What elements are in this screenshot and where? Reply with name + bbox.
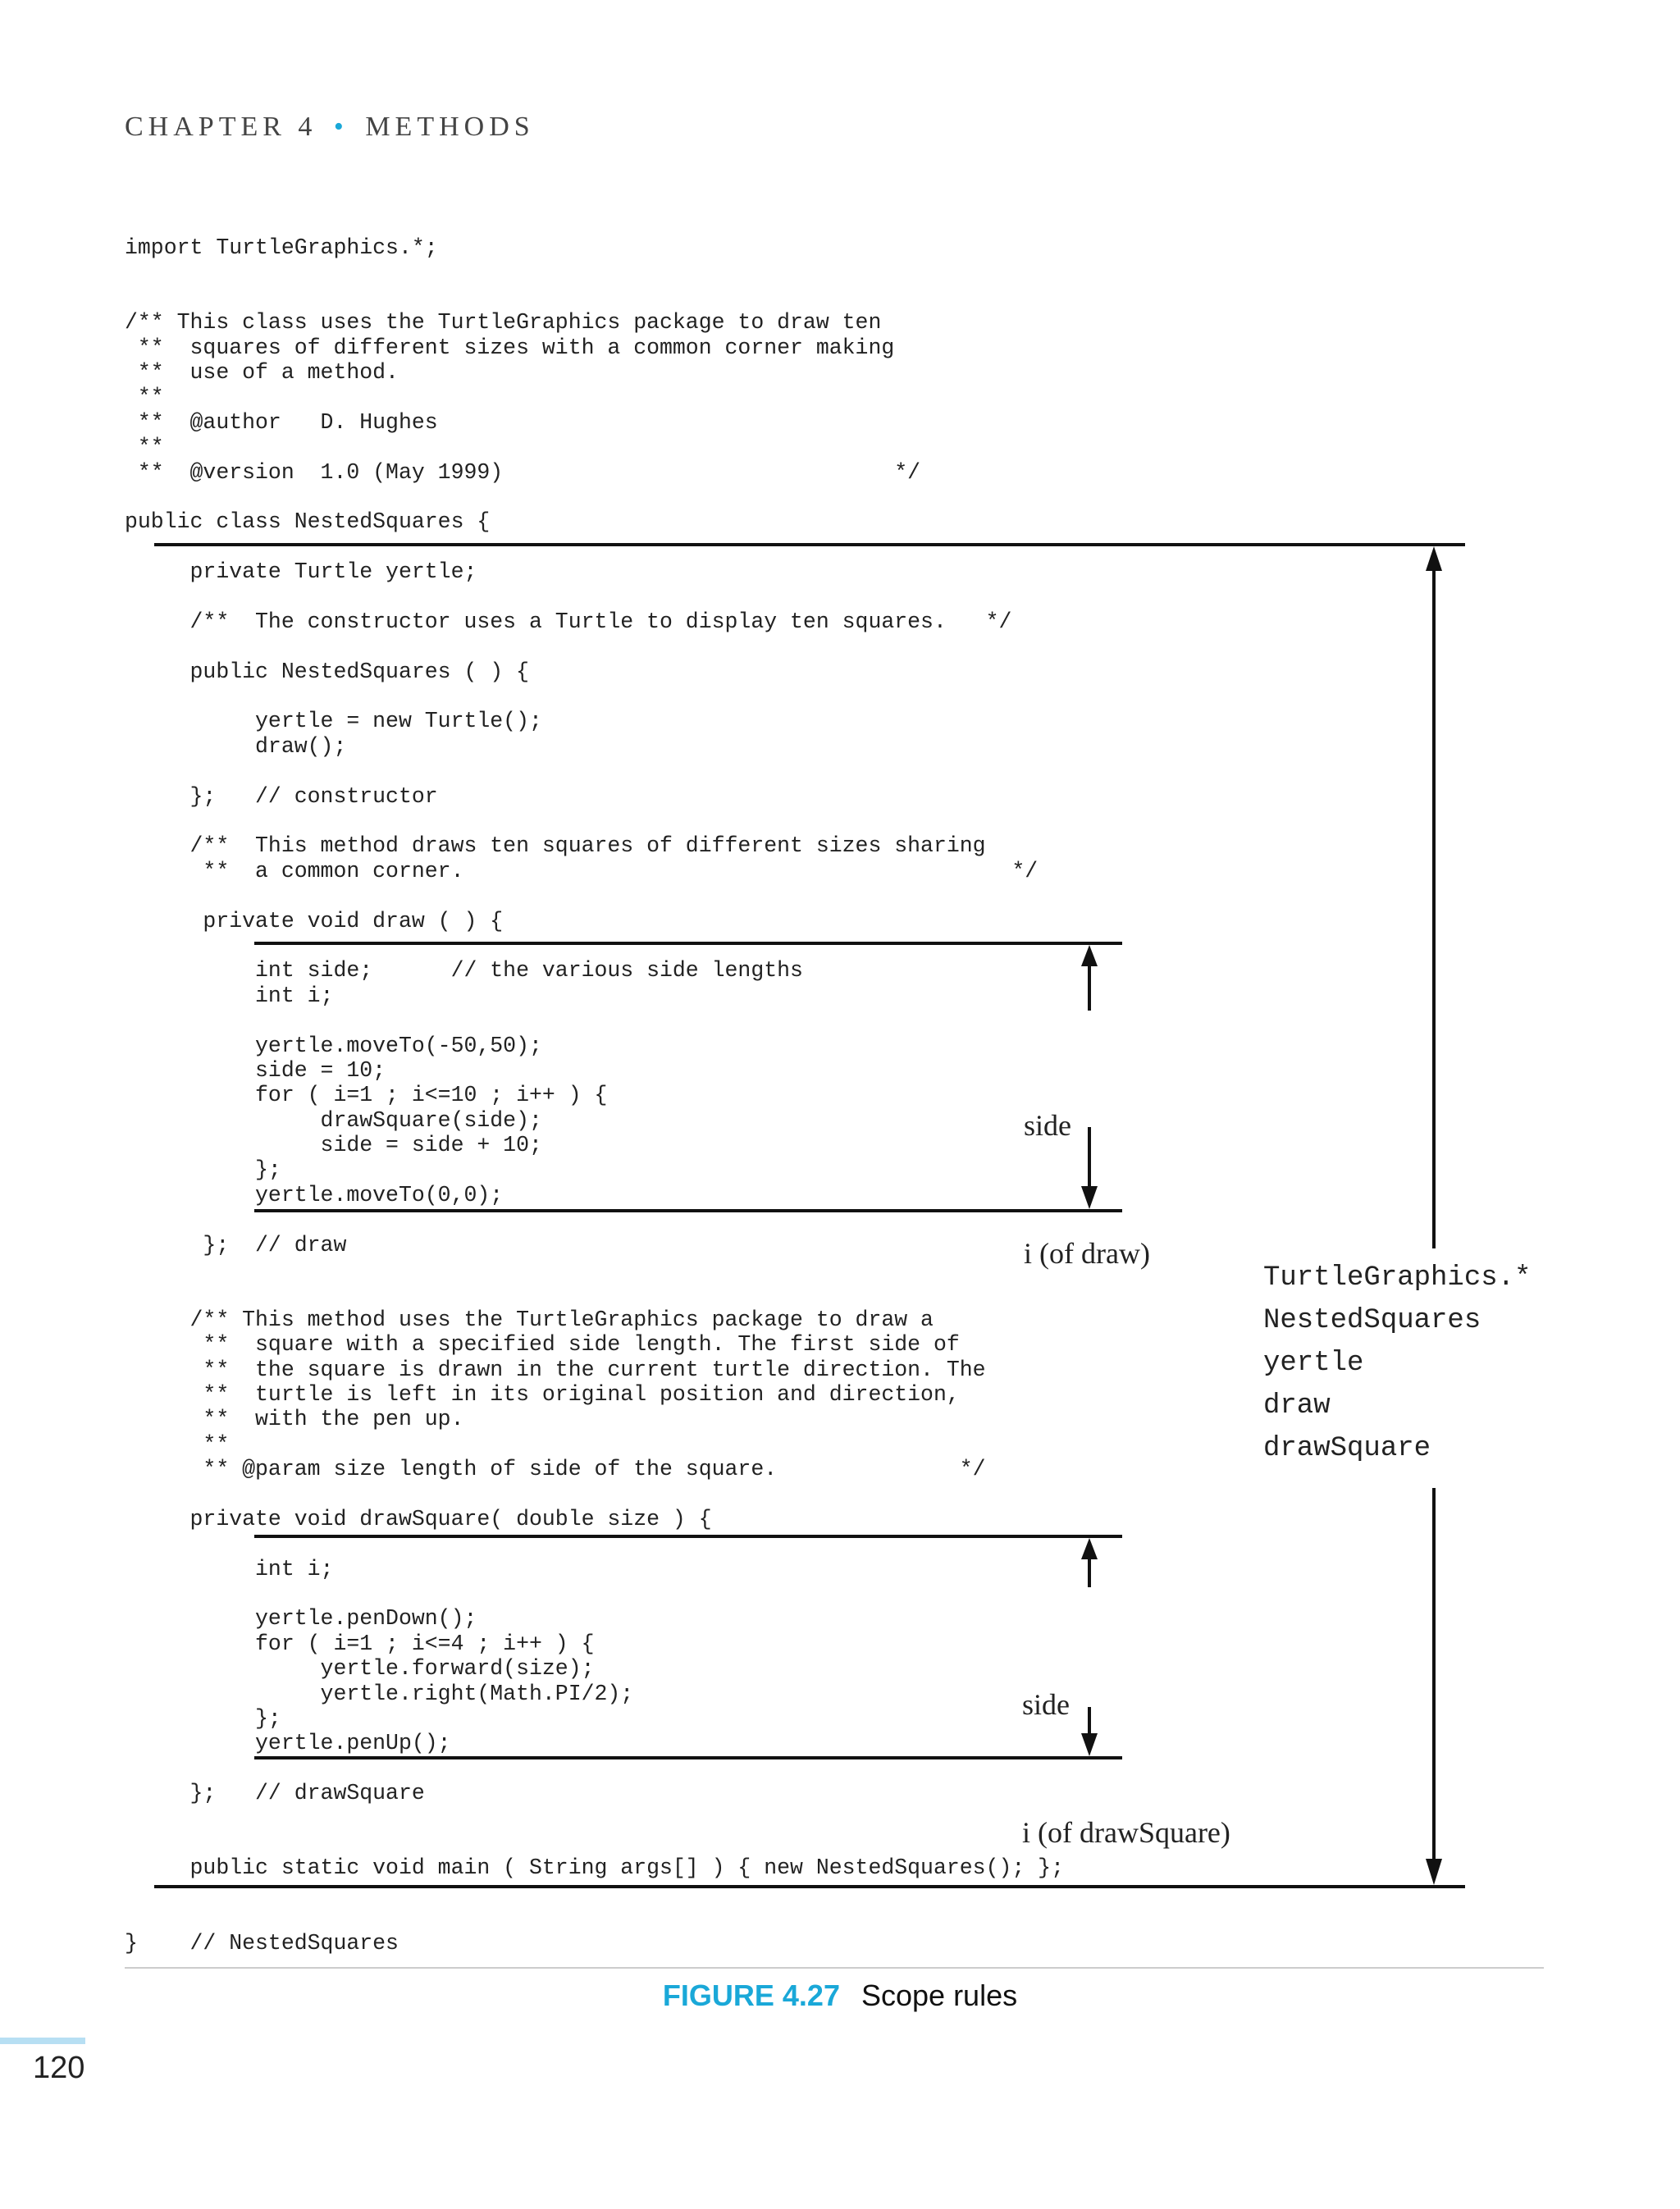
code-line bbox=[125, 584, 1064, 609]
class-scope-name: yertle bbox=[1263, 1348, 1364, 1379]
draw-scope-bottom-rule bbox=[254, 1209, 1122, 1212]
code-line: yertle.right(Math.PI/2); bbox=[125, 1681, 634, 1706]
chapter-header bbox=[125, 112, 535, 143]
code-line bbox=[125, 809, 1064, 833]
drawsquare-scope-label bbox=[1022, 1598, 1230, 1896]
code-line: int i; bbox=[125, 1556, 334, 1581]
page-number-bar bbox=[0, 2038, 85, 2044]
code-line: draw(); bbox=[125, 733, 347, 759]
code-line: ** bbox=[125, 435, 164, 460]
code-line: private void draw ( ) { bbox=[125, 908, 504, 933]
code-line: /** This method draws ten squares of different sizes sharing bbox=[125, 833, 986, 859]
code-line: private void drawSquare( double size ) { bbox=[125, 1506, 712, 1531]
code-line bbox=[125, 260, 1064, 285]
class-scope-name: TurtleGraphics.* bbox=[1263, 1262, 1532, 1294]
code-line bbox=[125, 1282, 1064, 1307]
code-line: for ( i=1 ; i<=4 ; i++ ) { bbox=[125, 1631, 595, 1656]
code-line bbox=[125, 1482, 1064, 1507]
drawsquare-scope-top-rule bbox=[254, 1535, 1122, 1538]
code-line bbox=[125, 1756, 1064, 1781]
code-line bbox=[125, 535, 1064, 559]
caption-rule bbox=[125, 1967, 1544, 1969]
code-line bbox=[125, 1008, 1064, 1033]
class-scope-name: NestedSquares bbox=[1263, 1305, 1481, 1336]
figure-title: Scope rules bbox=[861, 1979, 1018, 2012]
code-line: side = side + 10; bbox=[125, 1133, 542, 1158]
code-line: /** This class uses the TurtleGraphics package to draw ten bbox=[125, 310, 882, 335]
class-scope-arrow-down bbox=[1422, 1488, 1445, 1885]
code-line bbox=[125, 485, 1064, 509]
code-line: } // NestedSquares bbox=[125, 1930, 399, 1956]
code-line: yertle.forward(size); bbox=[125, 1656, 595, 1682]
code-line: public NestedSquares ( ) { bbox=[125, 659, 529, 684]
code-line: ** squares of different sizes with a common corner making bbox=[125, 335, 895, 360]
draw-scope-top-rule bbox=[254, 942, 1122, 945]
drawsquare-scope-arrow-up bbox=[1078, 1538, 1101, 1587]
figure-number: FIGURE 4.27 bbox=[662, 1979, 840, 2012]
section-label: METHODS bbox=[365, 112, 535, 142]
draw-scope-label bbox=[1024, 1019, 1150, 1317]
code-line: yertle.penDown(); bbox=[125, 1606, 477, 1632]
code-line: ** @version 1.0 (May 1999) */ bbox=[125, 459, 921, 485]
code-line: }; // constructor bbox=[125, 783, 438, 809]
class-scope-top-rule bbox=[154, 543, 1465, 546]
class-scope-name: drawSquare bbox=[1263, 1433, 1431, 1464]
draw-scope-label-side: side bbox=[1024, 1109, 1071, 1142]
class-scope-arrow-up bbox=[1422, 546, 1445, 1248]
code-line: yertle.moveTo(-50,50); bbox=[125, 1033, 542, 1058]
code-line: ** use of a method. bbox=[125, 359, 399, 385]
code-listing bbox=[125, 235, 1064, 1956]
code-line bbox=[125, 1905, 1064, 1930]
code-line: drawSquare(side); bbox=[125, 1107, 542, 1133]
figure-caption bbox=[0, 1979, 1680, 2013]
code-line bbox=[125, 1257, 1064, 1282]
code-line: public static void main ( String args[] ) { new NestedSquares(); }; bbox=[125, 1855, 1064, 1881]
code-line: ** @param size length of side of the square. */ bbox=[125, 1457, 986, 1482]
code-line: ** a common corner. */ bbox=[125, 858, 1039, 883]
code-line: ** square with a specified side length. The first side of bbox=[125, 1332, 960, 1358]
header-separator: • bbox=[333, 112, 349, 142]
draw-scope-label-i: i (of draw) bbox=[1024, 1237, 1150, 1270]
drawsquare-scope-bottom-rule bbox=[254, 1756, 1122, 1759]
class-scope-name: draw bbox=[1263, 1390, 1331, 1422]
code-line bbox=[125, 1831, 1064, 1855]
code-line bbox=[125, 1806, 1064, 1831]
code-line: ** the square is drawn in the current turtle direction. The bbox=[125, 1357, 986, 1382]
code-line: ** turtle is left in its original position and direction, bbox=[125, 1381, 960, 1407]
code-line: ** bbox=[125, 1431, 230, 1457]
code-line: int side; // the various side lengths bbox=[125, 958, 803, 984]
code-line: side = 10; bbox=[125, 1057, 386, 1083]
code-line bbox=[125, 1581, 1064, 1606]
code-line: ** bbox=[125, 385, 164, 410]
code-line: ** with the pen up. bbox=[125, 1407, 464, 1432]
page-number: 120 bbox=[33, 2051, 85, 2085]
code-line: /** The constructor uses a Turtle to display ten squares. */ bbox=[125, 609, 1012, 634]
code-line: /** This method uses the TurtleGraphics package to draw a bbox=[125, 1307, 934, 1332]
class-scope-bottom-rule bbox=[154, 1885, 1465, 1888]
code-line: }; bbox=[125, 1706, 281, 1732]
code-line: }; bbox=[125, 1157, 281, 1183]
code-line: int i; bbox=[125, 983, 334, 1008]
code-line: public class NestedSquares { bbox=[125, 509, 491, 535]
code-line: yertle.moveTo(0,0); bbox=[125, 1182, 504, 1207]
code-line bbox=[125, 883, 1064, 908]
code-line: }; // draw bbox=[125, 1232, 347, 1257]
chapter-label: CHAPTER 4 bbox=[125, 112, 317, 142]
drawsquare-scope-label-side: side bbox=[1022, 1688, 1070, 1721]
code-line bbox=[125, 933, 1064, 958]
code-line bbox=[125, 285, 1064, 310]
draw-scope-arrow-up bbox=[1078, 945, 1101, 1011]
code-line: }; // drawSquare bbox=[125, 1781, 425, 1806]
drawsquare-scope-label-i: i (of drawSquare) bbox=[1022, 1816, 1230, 1849]
code-line bbox=[125, 759, 1064, 783]
code-line bbox=[125, 634, 1064, 659]
code-line: private Turtle yertle; bbox=[125, 559, 477, 585]
code-line: import TurtleGraphics.*; bbox=[125, 235, 438, 260]
code-line: ** @author D. Hughes bbox=[125, 409, 438, 435]
class-scope-names bbox=[1263, 1257, 1531, 1470]
code-line: yertle = new Turtle(); bbox=[125, 709, 542, 734]
code-line: yertle.penUp(); bbox=[125, 1731, 451, 1756]
code-line bbox=[125, 684, 1064, 709]
code-line: for ( i=1 ; i<=10 ; i++ ) { bbox=[125, 1083, 608, 1108]
